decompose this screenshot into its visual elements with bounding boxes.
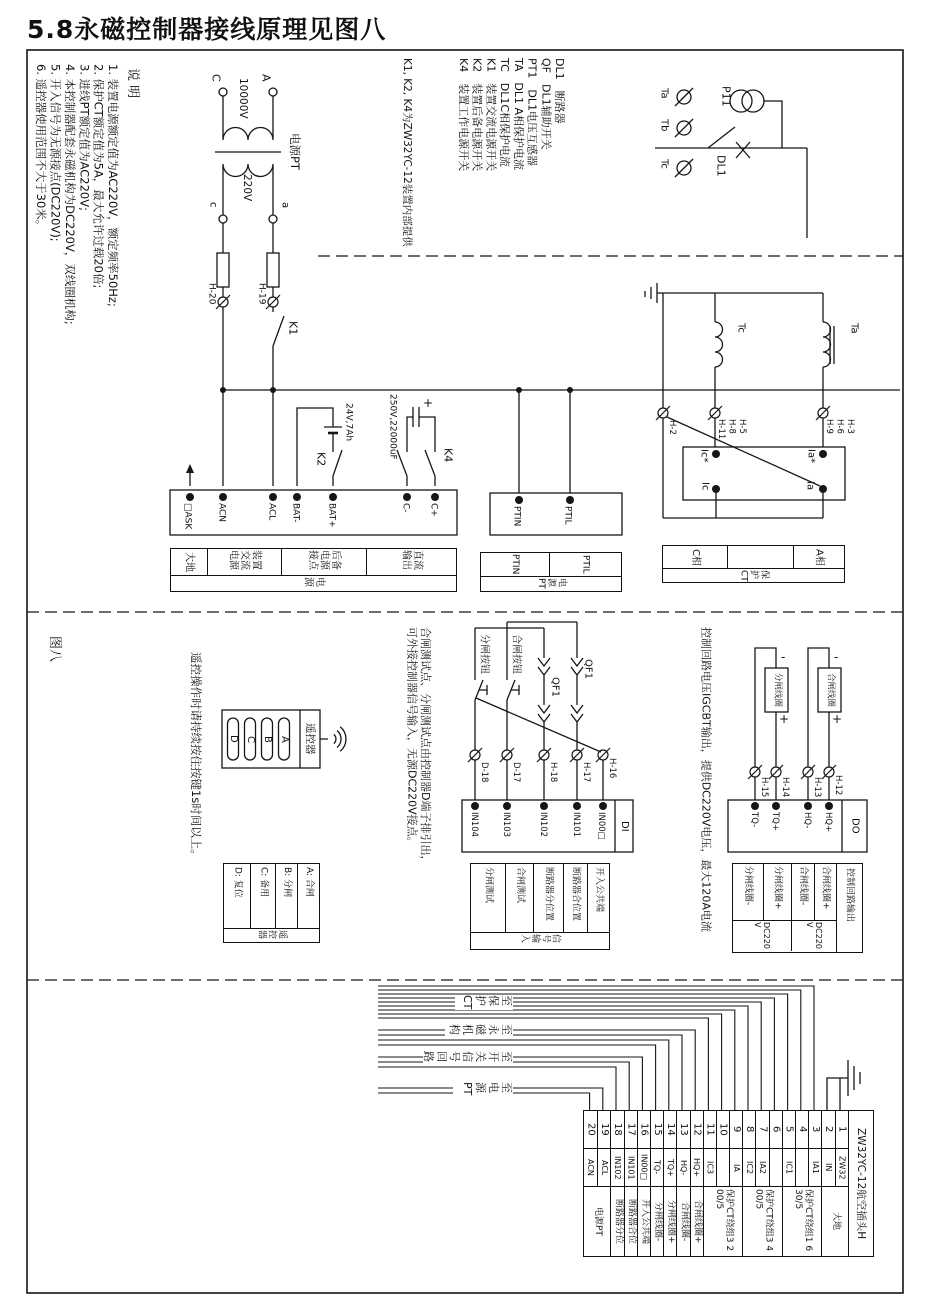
term-h12: H-12 — [832, 775, 843, 796]
di-note: 合闸测试点、分闸测试点由控制器D端子排引出， 可外接控制器信号输入，无源DC220V接点。 — [405, 627, 432, 867]
legend-footnote: K1, K2, K4为ZW32YC-12装置内部提供 — [401, 58, 414, 247]
terminal-ic-star: Ic* — [698, 449, 710, 463]
term-d17: D-17 — [510, 762, 521, 783]
di-label-table — [470, 863, 610, 950]
pt-fuse-lines — [223, 223, 284, 486]
remote-button-b — [262, 718, 273, 760]
bundle-wire — [378, 1035, 682, 1110]
diagram-border — [27, 50, 903, 1293]
pin-signal: IN00□ — [637, 1148, 650, 1186]
terminal-in101: IN101 — [570, 812, 581, 838]
k2-label: K2 — [314, 452, 328, 467]
dest-switch-signal-circuit: 至开关信号回路 — [423, 1051, 513, 1066]
tc-label: Tc — [658, 159, 670, 169]
label-pt-power: 电源PT — [535, 577, 567, 589]
coil-minus: - — [781, 650, 786, 664]
h20-label: H-20 — [206, 283, 217, 305]
do-note: 控制回路电压IGCBT输出，提供DC220V电压，最大120A电流 — [699, 627, 713, 932]
ta-label: Ta — [658, 88, 670, 99]
p11-label: P11 — [719, 86, 733, 107]
pin-signal: TQ- — [650, 1148, 663, 1186]
pin-signal — [795, 1148, 808, 1186]
terminal-c-minus: C- — [400, 503, 411, 513]
legend-item: K2 装置后备电源开关 — [470, 58, 484, 172]
pin-signal: IA — [729, 1148, 742, 1186]
tc-coil-label: Tc — [735, 323, 747, 333]
pin-number: 9 — [729, 1111, 742, 1148]
note-item: 6. 遥控器使用范围不大于30米。 — [34, 64, 49, 232]
label-closing-test: 合闸测试 — [514, 867, 525, 904]
pin-group-label: 保护CT绕组3 200/5 — [703, 1186, 743, 1256]
notes-heading: 说 明 — [124, 68, 140, 99]
label-opening-coil-plus: 分闸线圈+ — [772, 866, 783, 910]
closing-coil-label: 合闸线圈 — [825, 672, 836, 707]
terminal-bat-plus: BAT+ — [326, 503, 337, 528]
label-dc220v: DC220V — [753, 921, 772, 949]
pin-number: 3 — [808, 1111, 821, 1148]
legend-item: K4 装置工作电源开关 — [456, 58, 470, 172]
di-wires — [475, 622, 603, 800]
pin-signal: IC1 — [782, 1148, 795, 1186]
note-item: 4. 本控制器配套永磁机构为DC220V，双线圈机构; — [62, 64, 77, 325]
label-ac-power: 装置交流电源 — [227, 550, 262, 570]
pin-signal: IN — [821, 1148, 834, 1186]
label-control-circuit-output: 控制回路输出 — [844, 868, 855, 923]
note-item: 3. 进线PT额定值为AC220V; — [77, 64, 92, 211]
term-h16: H-16 — [606, 758, 617, 779]
remote-button-c — [245, 718, 256, 760]
aviation-plug-strip — [583, 1110, 874, 1257]
pin-signal: IA2 — [755, 1148, 768, 1186]
pin-signal: ACN — [584, 1148, 597, 1186]
power-pt-symbol — [215, 96, 281, 215]
pin-number: 18 — [610, 1111, 623, 1148]
capacitor-label: 250V,22000uF — [387, 394, 398, 460]
do-section-label: DO — [849, 818, 861, 834]
label-signal-input: 信号输入 — [519, 933, 561, 943]
terminal-hq-minus: HQ- — [801, 812, 812, 829]
label-protection-ct: 保护CT — [738, 569, 770, 582]
pin-group-label: 合闸线圈- — [676, 1186, 689, 1256]
figure-label: 图八 — [46, 636, 62, 663]
label-backup-power: 后备电源接点 — [307, 550, 342, 570]
terminal-ask: □ASK — [182, 503, 193, 530]
bundle-wire — [378, 1030, 695, 1110]
legend-item: K1 装置交流电源开关 — [484, 58, 498, 172]
pin-group-label: 大地 — [821, 1186, 847, 1256]
pin-signal: HQ+ — [690, 1148, 703, 1186]
capacitor-branch — [397, 407, 435, 486]
pin-number: 15 — [650, 1111, 663, 1148]
remote-button-a — [279, 718, 290, 760]
term-h17: H-17 — [580, 762, 591, 783]
wireless-icon — [320, 727, 346, 752]
remote-key-a: A: 合闸 — [303, 867, 314, 897]
secondary-voltage: 220V — [241, 174, 254, 202]
battery-label: 24V,7Ah — [343, 403, 354, 442]
qf1-label: QF1 — [549, 677, 561, 697]
label-breaker-closed-pos: 断路器合位置 — [570, 867, 581, 922]
do-label-table — [732, 863, 863, 953]
terminal-in102: IN102 — [537, 812, 548, 838]
h19-label: H-19 — [256, 283, 267, 305]
fuse-left — [217, 253, 229, 287]
bundle-wire — [378, 1045, 656, 1110]
coil-minus: - — [834, 650, 839, 664]
p11-pt-symbol — [730, 90, 752, 112]
closing-button-label: 合闸按钮 — [510, 634, 522, 674]
terminal-ptil: PTIL — [562, 506, 573, 525]
fuse-right — [267, 253, 279, 287]
pin-number: 12 — [690, 1111, 703, 1148]
pin-number: 14 — [663, 1111, 676, 1148]
dest-power-pt: 至电源PT — [453, 1082, 513, 1097]
pin-number: 4 — [795, 1111, 808, 1148]
remote-button-a-label[interactable]: A — [278, 735, 290, 743]
term-h18: H-18 — [547, 762, 558, 783]
strip-title: ZW32YC-12航空插头H — [848, 1111, 873, 1256]
pin-number: 10 — [716, 1111, 729, 1148]
terminal-in103: IN103 — [500, 812, 511, 838]
pin-number: 16 — [637, 1111, 650, 1148]
legend-item: TA DL1 A相保护电流 — [511, 58, 525, 171]
remote-table-title: 遥控器 — [256, 929, 288, 939]
ct-wires — [663, 293, 834, 518]
pin-group-label: 保护CT绕组3 400/5 — [742, 1186, 782, 1256]
terminal-bat-minus: BAT- — [290, 503, 301, 523]
label-ptin: PTIN — [510, 554, 521, 575]
dest-magnet-mechanism: 至永磁机构 — [445, 1024, 513, 1039]
remote-key-b: B: 分闸 — [281, 867, 292, 898]
label-ptil: PTIL — [580, 555, 591, 574]
note-item: 2. 保护CT额定值为5A，最大允许过载20倍; — [91, 64, 106, 289]
terminal-label-C: C — [209, 74, 223, 82]
pin-number: 13 — [676, 1111, 689, 1148]
term-d18: D-18 — [478, 762, 489, 783]
power-label-table — [170, 548, 457, 592]
bundle-wire — [378, 990, 801, 1110]
ta-coil-label: Ta — [848, 323, 860, 334]
label-opening-test: 分闸测试 — [483, 867, 494, 904]
pin-group-label: 保护CT绕组1 630/5 — [782, 1186, 822, 1256]
k1-label: K1 — [286, 321, 300, 336]
label-earth: 大地 — [183, 552, 195, 572]
do-block — [728, 800, 867, 852]
terminal-label-c: c — [207, 202, 219, 208]
pt-terminal-block — [490, 493, 622, 535]
qf1-label: QF1 — [582, 659, 594, 679]
terminal-ptin: PTIN — [511, 506, 522, 527]
bundle-wire — [378, 986, 814, 1110]
dest-protection-ct: 至保护CT — [455, 995, 513, 1010]
pin-number: 17 — [624, 1111, 637, 1148]
dl1-label: DL1 — [714, 155, 728, 177]
terminal-c-plus: C+ — [428, 503, 439, 517]
terminal-tq-plus: TQ+ — [769, 812, 780, 832]
h-right-labels: H-3 H-6 H-9 — [823, 419, 855, 434]
wire-bundles — [378, 986, 814, 1110]
page-title: 5.8永磁控制器接线原理见图八 — [27, 15, 387, 44]
term-h13: H-13 — [811, 777, 822, 798]
pin-number: 8 — [742, 1111, 755, 1148]
opening-coil-label: 分闸线圈 — [772, 672, 783, 707]
pin-number: 5 — [782, 1111, 795, 1148]
note-item: 1. 装置电源额定值为AC220V，额定频率50Hz; — [106, 64, 120, 307]
di-section-label: DI — [618, 820, 630, 832]
terminal-ia: Ia — [804, 481, 816, 491]
primary-voltage: 10000V — [237, 78, 250, 119]
ct-ground — [645, 283, 663, 303]
capacitor-plus: + — [423, 396, 434, 410]
coil-plus: + — [779, 712, 790, 726]
pin-signal: IC3 — [703, 1148, 716, 1186]
label-power: 电源 — [302, 576, 325, 587]
pin-group-label: 断路器分位 — [610, 1186, 623, 1256]
pin-number: 20 — [585, 1123, 597, 1136]
terminal-tq-minus: TQ- — [748, 812, 759, 828]
pin-signal: IN102 — [610, 1148, 623, 1186]
remote-legend-table — [223, 863, 320, 943]
pin-signal: ACL — [597, 1148, 610, 1186]
closing-coil-box — [818, 668, 841, 712]
h-mid-labels: H-5 H-8 H-11 — [715, 419, 747, 440]
opening-button-label: 分闸按钮 — [478, 634, 490, 674]
terminal-label-A: A — [259, 74, 273, 82]
pin-group-label: 合闸线圈+ — [690, 1186, 703, 1256]
legend-item: TC DL1C相保护电流 — [498, 58, 511, 168]
pin-number: 7 — [755, 1111, 768, 1148]
terminal-in00: IN00□ — [595, 812, 606, 840]
power-pt-label: 电源PT — [288, 133, 303, 170]
remote-key-c: C: 备用 — [258, 867, 269, 898]
remote-button-d — [228, 718, 239, 760]
coil-plus: + — [832, 712, 843, 726]
ground-arrow-icon — [186, 464, 194, 473]
power-terminal-block — [170, 490, 457, 535]
pin-group-label: 开入公共端 — [637, 1186, 650, 1256]
remote-device-label: 遥控器 — [304, 723, 317, 755]
pin-signal — [769, 1148, 782, 1186]
tc-coil — [715, 322, 723, 367]
terminal-hq-plus: HQ+ — [822, 812, 833, 833]
battery-branch — [297, 408, 342, 486]
k4-label: K4 — [441, 448, 455, 463]
bottom-ground — [827, 1060, 860, 1110]
label-dc-output: 直流输出 — [400, 550, 423, 570]
label-opening-coil-minus: 分闸线圈- — [743, 866, 754, 906]
legend-item: DL1 断路器 — [553, 58, 566, 124]
pin-number: 11 — [703, 1111, 716, 1148]
legend-item: PT1 DL1电压互感器 — [525, 58, 539, 166]
term-h15: H-15 — [758, 777, 769, 798]
pin-signal: IA1 — [808, 1148, 821, 1186]
term-h14: H-14 — [779, 777, 790, 798]
label-closing-coil-plus: 合闸线圈+ — [820, 866, 831, 910]
tb-label: Tb — [658, 119, 670, 132]
label-input-common: 开入公共端 — [593, 867, 604, 913]
remote-button-c-label[interactable]: C — [244, 735, 256, 743]
terminal-ic: Ic — [699, 482, 711, 491]
terminal-acl: ACL — [266, 503, 277, 521]
label-a-phase: A相 — [813, 548, 825, 566]
terminal-acn: ACN — [216, 503, 227, 523]
pin-group-label: 电源PT — [584, 1186, 610, 1256]
label-dc220v: DC220V — [805, 921, 824, 949]
pin-number: 2 — [821, 1111, 834, 1148]
note-item: 5. 开入信号为无源接点(DC220V); — [48, 64, 63, 242]
remote-button-d-label[interactable]: D — [227, 735, 239, 743]
ct-label-table — [662, 545, 845, 583]
h2-label: H-2 — [666, 420, 677, 435]
pin-group-label: 断路器合位 — [624, 1186, 637, 1256]
junction-dots — [186, 387, 833, 810]
pin-signal: IC2 — [742, 1148, 755, 1186]
label-closing-coil-minus: 合闸线圈- — [798, 866, 809, 906]
legend-item: QF DL1辅助开关 — [539, 58, 553, 150]
pin-number: 1 — [835, 1111, 848, 1148]
remote-note: 遥控操作时请持续按住按键1s时间以上。 — [189, 652, 204, 861]
remote-button-b-label[interactable]: B — [261, 735, 273, 743]
pin-group-label: 分闸线圈- — [650, 1186, 663, 1256]
pin-signal — [716, 1148, 729, 1186]
pin-signal: TQ+ — [663, 1148, 676, 1186]
label-breaker-open-pos: 断路器分位置 — [543, 867, 554, 922]
terminal-label-a: a — [279, 202, 291, 209]
pin-signal: ZW32 — [835, 1148, 848, 1186]
terminal-in104: IN104 — [468, 812, 479, 838]
pin-number: 19 — [597, 1111, 610, 1148]
opening-coil-box — [765, 668, 788, 712]
label-c-phase: C相 — [689, 548, 701, 566]
terminal-ia-star: Ia* — [805, 449, 817, 464]
pin-signal: HQ- — [676, 1148, 689, 1186]
pin-signal: IN101 — [624, 1148, 637, 1186]
pin-group-label: 分闸线圈+ — [663, 1186, 676, 1256]
remote-key-d: D: 复位 — [232, 867, 243, 898]
pt-label-table — [480, 552, 622, 592]
pin-number: 6 — [769, 1111, 782, 1148]
